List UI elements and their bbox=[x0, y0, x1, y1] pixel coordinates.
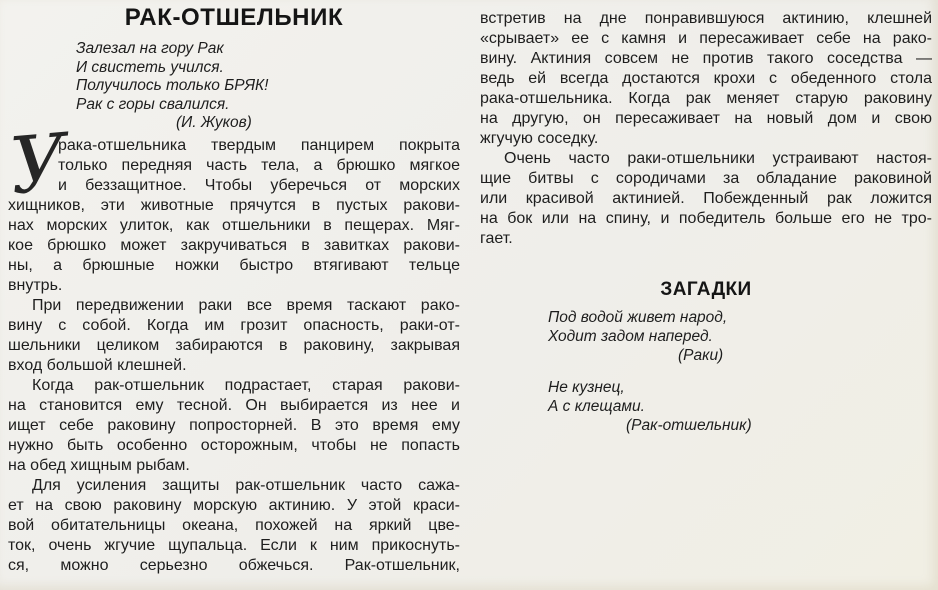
poem-line: Получилось только БРЯК! bbox=[76, 77, 269, 95]
body-line: Очень часто раки-отшельники устраивают настоя- bbox=[504, 150, 932, 167]
paragraph bbox=[480, 149, 932, 249]
body-line: При передвижении раки все время таскают рако- bbox=[32, 296, 460, 314]
riddle-line: Под водой живет народ, bbox=[548, 309, 728, 326]
riddle-line: Ходит задом наперед. bbox=[548, 328, 713, 345]
body-line: щие битвы с сородичами за обладание раковиной bbox=[480, 170, 932, 187]
paragraph bbox=[8, 376, 460, 476]
drop-cap bbox=[6, 117, 71, 213]
riddle-line: А с клещами. bbox=[548, 398, 645, 415]
body-line: рака-отшельника твердым панцирем покрыта bbox=[58, 136, 460, 154]
body-line: и беззащитное. Чтобы уберечься от морских bbox=[58, 176, 460, 194]
body-line: рака-отшельника. Когда рак меняет старую раковину bbox=[480, 90, 932, 107]
poem-line: И свистеть учился. bbox=[76, 58, 224, 76]
body-line: ведь ей всегда достаются крохи с обеденного стола bbox=[480, 70, 932, 87]
body-line: нах морских улиток, как отшельники в пещерах. Мяг- bbox=[8, 216, 460, 234]
article-title: РАК-ОТШЕЛЬНИК bbox=[124, 4, 344, 31]
body-line: кое брюшко может закручиваться в завитках ракови- bbox=[8, 236, 460, 254]
body-line: хищников, эти животные прячутся в пустых ракови- bbox=[8, 196, 460, 214]
poem-line: Залезал на гору Рак bbox=[76, 40, 224, 57]
drop-cap-letter: У bbox=[6, 117, 71, 213]
body-line: на обед хищным рыбам. bbox=[8, 456, 190, 474]
body-line: на становится ему тесной. Он выбирается из нее и bbox=[8, 396, 460, 414]
body-line: шельники целиком забираются в раковину, закрывая bbox=[8, 336, 460, 354]
riddles-heading: ЗАГАДКИ bbox=[660, 279, 752, 300]
riddle-line: Не кузнец, bbox=[548, 379, 625, 396]
riddle bbox=[548, 308, 932, 365]
paragraph bbox=[480, 9, 932, 149]
left-column bbox=[8, 0, 460, 576]
body-line: вой обитательницы океана, похожей на яркий цве- bbox=[8, 516, 460, 534]
paragraph bbox=[8, 296, 460, 376]
body-line: гает. bbox=[480, 230, 513, 247]
body-line: Когда рак-отшельник подрастает, старая ракови- bbox=[32, 376, 460, 394]
body-line: вину. Актиния совсем не против такого соседства — bbox=[480, 50, 932, 67]
body-line: или красивой актинией. Побежденный рак ложится bbox=[480, 190, 932, 207]
body-line: внутрь. bbox=[8, 276, 63, 294]
body-line: нужно быть особенно осторожным, чтобы не попасть bbox=[8, 436, 460, 454]
body-line: только передняя часть тела, а брюшко мягкое bbox=[58, 156, 460, 174]
body-line: встретив на дне понравившуюся актинию, клешней bbox=[480, 10, 932, 27]
body-line: на бок или на спину, и победитель больше его не тро- bbox=[480, 210, 932, 227]
body-line: «срывает» ее с камня и пересаживает себе на рако- bbox=[480, 30, 932, 47]
riddle-answer: (Рак-отшельник) bbox=[626, 417, 752, 434]
right-column bbox=[480, 0, 932, 435]
body-line: ет на свою раковину морскую актинию. У этой краси- bbox=[8, 496, 460, 514]
body-line: ся, можно серьезно обжечься. Рак-отшельник, bbox=[8, 556, 460, 574]
poem-author: (И. Жуков) bbox=[176, 114, 252, 132]
body-line: Для усиления защиты рак-отшельник часто сажа- bbox=[32, 476, 460, 494]
body-line: жгучую соседку. bbox=[480, 130, 599, 147]
body-line: ищет себе раковину попросторней. В это время ему bbox=[8, 416, 460, 434]
body-line: ток, очень жгучие щупальца. Если к ним прикоснуть- bbox=[8, 536, 460, 554]
paragraph bbox=[8, 476, 460, 576]
body-line: вину с собой. Когда им грозит опасность, раки-от- bbox=[8, 316, 460, 334]
riddle bbox=[548, 378, 932, 435]
epigraph-poem bbox=[76, 40, 460, 133]
body-line: ны, а брюшные ножки быстро втягивают тельце bbox=[8, 256, 460, 274]
riddle-answer: (Раки) bbox=[678, 347, 724, 364]
body-line: на другую, он пересаживает на новый дом и свою bbox=[480, 110, 932, 127]
body-line: вход большой клешней. bbox=[8, 356, 187, 374]
poem-line: Рак с горы свалился. bbox=[76, 95, 230, 113]
